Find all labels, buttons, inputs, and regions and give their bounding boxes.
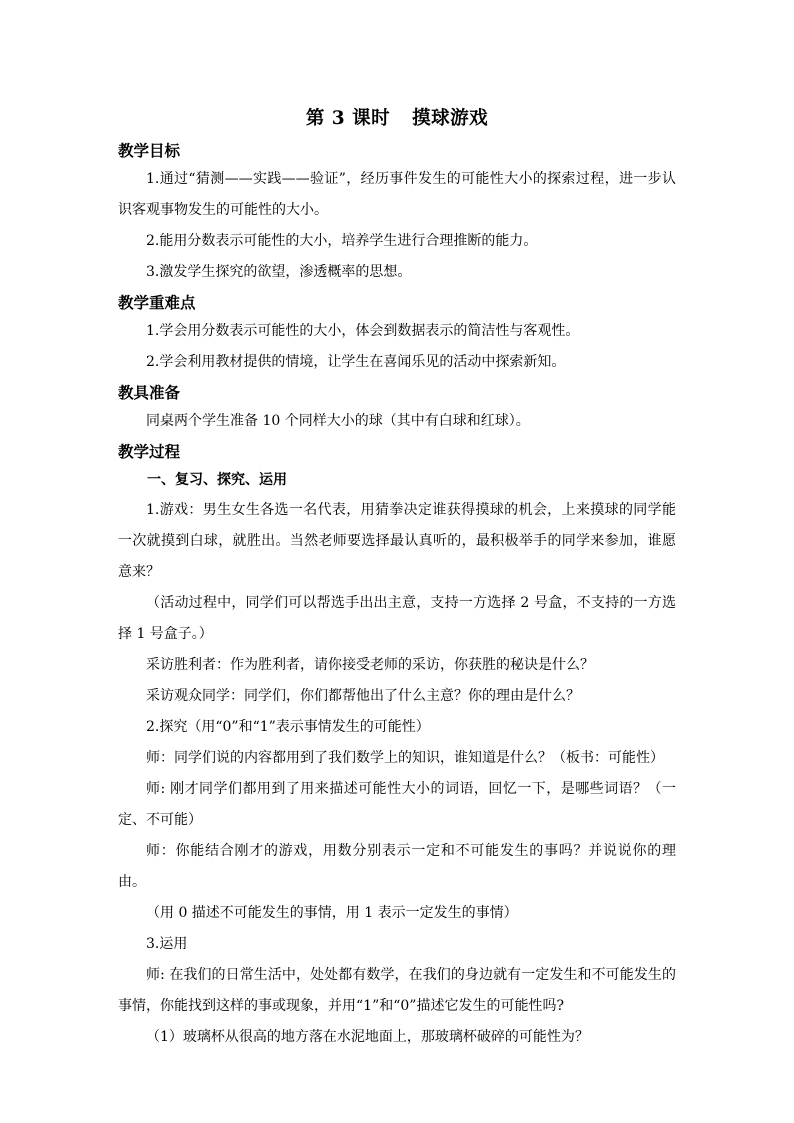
process-item: （活动过程中，同学们可以帮选手出出主意，支持一方选择 2 号盒，不支持的一方选择 1 号盒子。） (118, 595, 676, 642)
section-heading-objectives: 教学目标 (118, 141, 181, 160)
objective-item: 3.激发学生探究的欲望，渗透概率的思想。 (146, 264, 412, 280)
process-item: 采访观众同学：同学们，你们都帮他出了什么主意？你的理由是什么？ (146, 688, 580, 704)
process-sub-heading: 一、复习、探究、运用 (147, 472, 287, 488)
process-item: （用 0 描述不可能发生的事情，用 1 表示一定发生的事情） (146, 905, 518, 921)
process-item: 师：你能结合刚才的游戏，用数分别表示一定和不可能发生的事吗？并说说你的理由。 (118, 843, 676, 890)
process-item: 师: 在我们的日常生活中，处处都有数学，在我们的身边就有一定发生和不可能发生的事情，你能找到这样的事或现象，并用“1”和“0”描述它发生的可能性吗? (118, 967, 676, 1014)
section-heading-process: 教学过程 (118, 442, 181, 461)
document-content (118, 104, 676, 1053)
process-item: 2.探究（用“0”和“1”表示事情发生的可能性） (146, 719, 430, 735)
process-item: 师：同学们说的内容都用到了我们数学上的知识，谁知道是什么？（板书：可能性） (146, 750, 664, 766)
section-heading-materials: 教具准备 (118, 383, 181, 402)
document-title (118, 104, 676, 134)
objective-item: 1.通过“猜测——实践——验证”，经历事件发生的可能性大小的探索过程，进一步认识客观事物发生的可能性的大小。 (118, 171, 676, 218)
section-heading-key-points: 教学重难点 (118, 293, 196, 312)
title-lesson-number: 第 3 课时 (305, 108, 391, 129)
process-item: 3.运用 (146, 936, 188, 952)
process-item: 采访胜利者：作为胜利者，请你接受老师的采访，你获胜的秘诀是什么？ (146, 657, 594, 673)
objective-item: 2.能用分数表示可能性的大小，培养学生进行合理推断的能力。 (146, 233, 538, 249)
key-point-item: 2.学会利用教材提供的情境，让学生在喜闻乐见的活动中探索新知。 (146, 354, 566, 370)
key-point-item: 1.学会用分数表示可能性的大小，体会到数据表示的简洁性与客观性。 (146, 323, 580, 339)
process-item: （1）玻璃杯从很高的地方落在水泥地面上，那玻璃杯破碎的可能性为？ (146, 1029, 589, 1045)
materials-item: 同桌两个学生准备 10 个同样大小的球（其中有白球和红球）。 (146, 413, 530, 429)
process-item: 师: 刚才同学们都用到了用来描述可能性大小的词语，回忆一下，是哪些词语？（一定、不可能） (118, 781, 676, 828)
process-item: 1.游戏：男生女生各选一名代表，用猜拳决定谁获得摸球的机会，上来摸球的同学能一次就摸到白球，就胜出。当然老师要选择最认真听的，最积极举手的同学来参加，谁愿意来？ (118, 502, 676, 580)
title-lesson-name: 摸球游戏 (412, 108, 489, 129)
